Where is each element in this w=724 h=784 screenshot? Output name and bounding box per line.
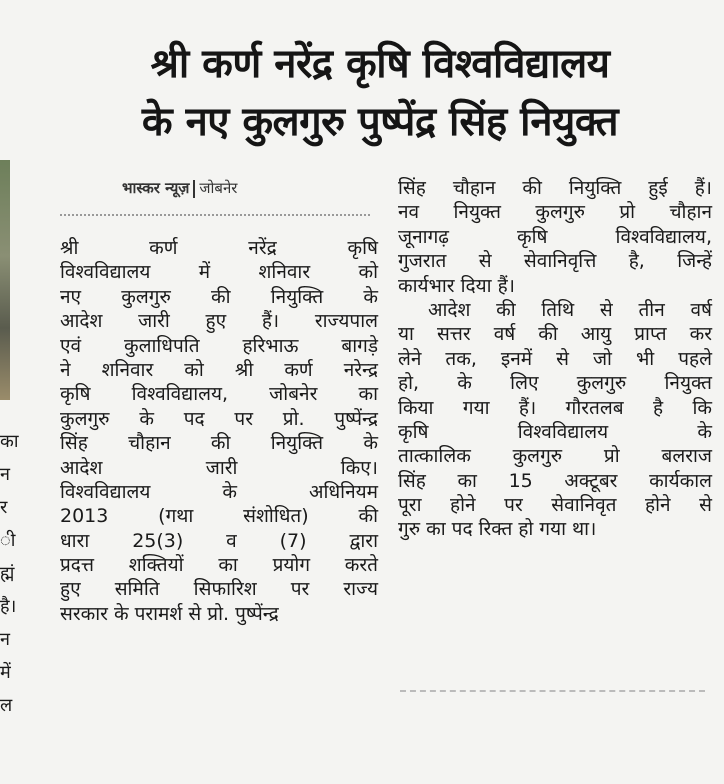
article-line: श्री कर्ण नरेंद्र कृषि — [60, 237, 378, 259]
article-line: आदेश जारी हुए हैं। राज्यपाल — [60, 310, 378, 333]
adjacent-photo-edge — [0, 160, 10, 400]
fragment-text: का — [0, 431, 19, 452]
article-line: कुलगुरु के पद पर प्रो. पुष्पेंन्द्र — [60, 407, 378, 430]
article-line: कार्यभार दिया हैं। — [398, 274, 515, 297]
article-line: गुरु का पद रिक्त हो गया था। — [398, 518, 597, 541]
fragment-text: है। — [0, 596, 17, 617]
article-line: आदेश जारी किए। — [60, 456, 378, 479]
article-line: सिंह का 15 अक्टूबर कार्यकाल — [398, 469, 712, 492]
article-line: तात्कालिक कुलगुरु प्रो बलराज — [398, 445, 712, 468]
article-line: कृषि विश्वविद्यालय के — [398, 420, 712, 443]
article-line: सिंह चौहान की नियुक्ति के — [60, 432, 378, 455]
article-line: किया गया हैं। गौरतलब है कि — [398, 396, 712, 419]
article-line: प्रदत्त शक्तियों का प्रयोग करते — [60, 554, 378, 577]
article-line: पूरा होने पर सेवानिवृत होने से — [398, 494, 712, 517]
article-line: हो, के लिए कुलगुरु नियुक्त — [398, 372, 712, 395]
dotted-rule — [60, 214, 370, 216]
article-line: विश्वविद्यालय में शनिवार को — [60, 261, 378, 284]
article-line: गुजरात से सेवानिवृत्ति है, जिन्हें — [398, 250, 712, 273]
article-column-right — [398, 176, 712, 542]
headline-line-1: श्री कर्ण नरेंद्र कृषि विश्वविद्यालय — [150, 41, 610, 87]
article-column-left — [60, 236, 378, 626]
fragment-text: न — [0, 629, 10, 650]
article-line: सरकार के परामर्श से प्रो. पुष्पेंन्द्र — [60, 602, 279, 625]
article-line: 2013 (गथा संशोधित) की — [60, 505, 378, 528]
article-line: या सत्तर वर्ष की आयु प्राप्त कर — [398, 323, 712, 346]
byline — [122, 178, 312, 198]
article-line: विश्वविद्यालय के अधिनियम — [60, 480, 378, 503]
article-line: ने शनिवार को श्री कर्ण नरेन्द्र — [60, 358, 378, 381]
byline-place: जोबनेर — [199, 179, 238, 197]
article-line: सिंह चौहान की नियुक्ति हुई हैं। — [398, 177, 712, 199]
article-line: कृषि विश्वविद्यालय, जोबनेर का — [60, 383, 378, 406]
article-line: आदेश की तिथि से तीन वर्ष — [428, 298, 712, 321]
article-line: धारा 25(3) व (7) द्वारा — [60, 529, 378, 552]
headline-line-2: के नए कुलगुरु पुष्पेंद्र सिंह नियुक्त — [141, 99, 619, 145]
article-line: नव नियुक्त कुलगुरु प्रो चौहान — [398, 201, 712, 224]
article-line: एवं कुलाधिपति हरिभाऊ बागड़े — [60, 334, 378, 357]
fragment-text: ी — [0, 530, 16, 551]
fragment-text: न — [0, 464, 10, 485]
byline-source: भास्कर न्यूज़ — [122, 179, 190, 197]
article-line: हुए समिति सिफारिश पर राज्य — [60, 578, 378, 601]
article-end-rule — [400, 690, 705, 692]
fragment-text: र — [0, 497, 8, 518]
fragment-text: ल — [0, 695, 13, 716]
byline-divider — [193, 180, 195, 198]
article-line: लेने तक, इनमें से जो भी पहले — [398, 347, 712, 370]
fragment-text: में — [0, 662, 11, 683]
article-line: जूनागढ़ कृषि विश्वविद्यालय, — [398, 225, 712, 248]
article-line: नए कुलगुरु की नियुक्ति के — [60, 285, 378, 308]
fragment-text: ह्मं — [0, 563, 15, 584]
